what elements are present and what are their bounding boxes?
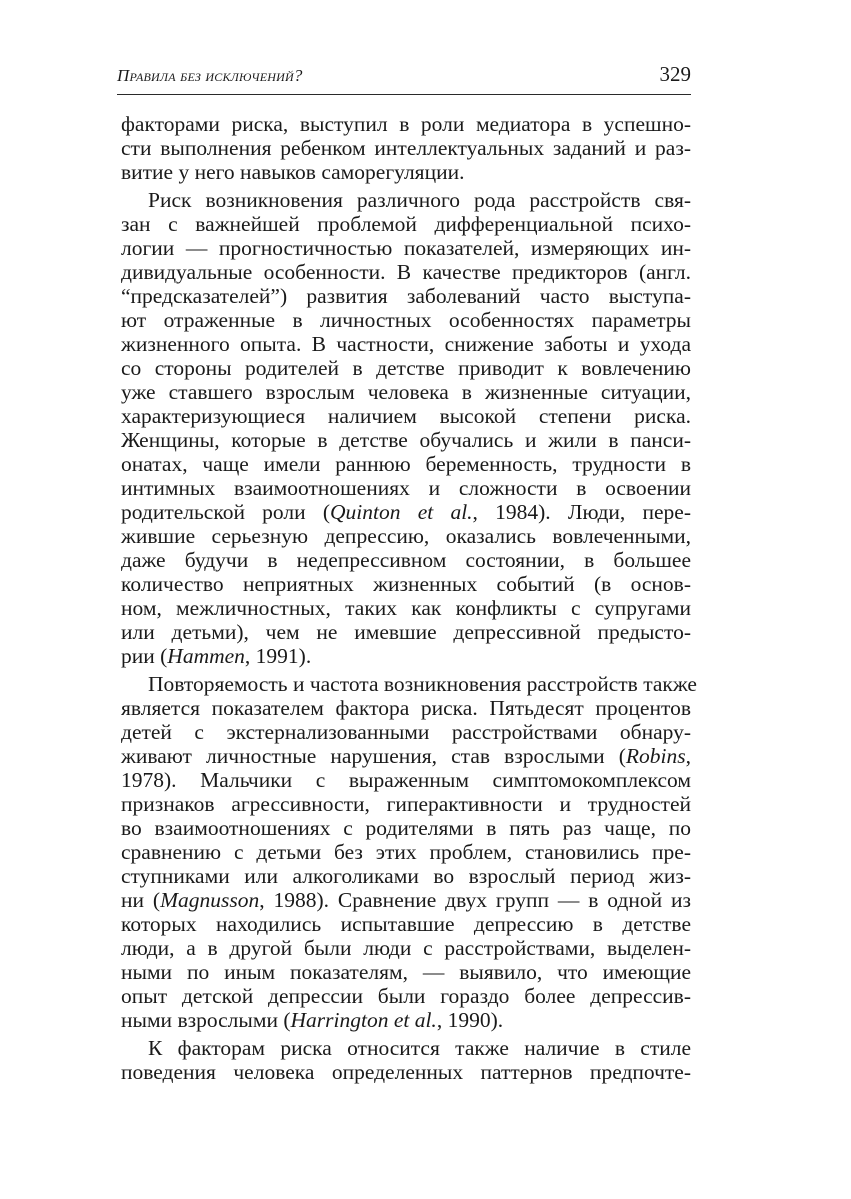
text-line: характеризующиеся наличием высокой степени риска. — [121, 404, 691, 428]
citation-author: Robins — [625, 744, 686, 768]
text-line: ными по иным показателям, — выявило, что имеющие — [121, 960, 691, 984]
text-line: сти выполнения ребенком интеллектуальных заданий и раз- — [121, 136, 691, 160]
citation-author: Hammen — [167, 644, 245, 668]
text-line: ступниками или алкоголиками во взрослый период жиз- — [121, 864, 691, 888]
text-line: 1978). Мальчики с выраженным симптомокомплексом — [121, 768, 691, 792]
text-line: родительской роли (Quinton et al., 1984). Люди, пере- — [121, 500, 691, 524]
citation-author: Magnusson — [160, 888, 260, 912]
text-line: ном, межличностных, таких как конфликты с супругами — [121, 596, 691, 620]
text-line: опыт детской депрессии были гораздо более депрессив- — [121, 984, 691, 1008]
text-line: количество неприятных жизненных событий (в основ- — [121, 572, 691, 596]
text-line: ными взрослыми (Harrington et al., 1990). — [121, 1008, 504, 1032]
text-line: интимных взаимоотношениях и сложности в освоении — [121, 476, 691, 500]
text-line: которых находились испытавшие депрессию в детстве — [121, 912, 691, 936]
running-title: Правила без исключений? — [117, 66, 303, 85]
paragraph — [121, 1036, 691, 1084]
text-line: онатах, чаще имели раннюю беременность, трудности в — [121, 452, 691, 476]
text-line: во взаимоотношениях с родителями в пять раз чаще, по — [121, 816, 691, 840]
text-line: люди, а в другой были люди с расстройствами, выделен- — [121, 936, 691, 960]
text-line: “предсказателей”) развития заболеваний часто выступа- — [121, 284, 691, 308]
text-line: даже будучи в недепрессивном состоянии, в большее — [121, 548, 691, 572]
text-line: ют отраженные в личностных особенностях параметры — [121, 308, 691, 332]
text-line: К факторам риска относится также наличие в стиле — [148, 1036, 691, 1060]
text-line: уже ставшего взрослым человека в жизненные ситуации, — [121, 380, 691, 404]
paragraph — [121, 112, 691, 184]
text-line: Повторяемость и частота возникновения расстройств также — [148, 672, 697, 696]
page-number: 329 — [659, 62, 691, 86]
citation-author: Harrington et al. — [290, 1008, 437, 1032]
text-line: признаков агрессивности, гиперактивности и трудностей — [121, 792, 691, 816]
text-line: рии (Hammen, 1991). — [121, 644, 312, 668]
text-line: Риск возникновения различного рода расстройств свя- — [148, 188, 691, 212]
text-line: детей с экстернализованными расстройствами обнару- — [121, 720, 691, 744]
text-line: или детьми), чем не имевшие депрессивной предысто- — [121, 620, 691, 644]
text-line: Женщины, которые в детстве обучались и жили в панси- — [121, 428, 691, 452]
text-line: сравнению с детьми без этих проблем, становились пре- — [121, 840, 691, 864]
text-line: живают личностные нарушения, став взрослыми (Robins, — [121, 744, 691, 768]
paragraph — [121, 672, 697, 1032]
text-line: ни (Magnusson, 1988). Сравнение двух групп — в одной из — [121, 888, 691, 912]
running-header — [117, 64, 691, 95]
text-line: дивидуальные особенности. В качестве предикторов (англ. — [121, 260, 691, 284]
text-line: жившие серьезную депрессию, оказались вовлеченными, — [121, 524, 691, 548]
text-line: жизненного опыта. В частности, снижение заботы и ухода — [121, 332, 691, 356]
body-text — [121, 112, 697, 1084]
text-line: витие у него навыков саморегуляции. — [121, 160, 465, 184]
citation-author: Quinton et al. — [330, 500, 473, 524]
text-line: со стороны родителей в детстве приводит к вовлечению — [121, 356, 691, 380]
text-line: логии — прогностичностью показателей, измеряющих ин- — [121, 236, 691, 260]
text-line: зан с важнейшей проблемой дифференциальной психо- — [121, 212, 691, 236]
text-line: является показателем фактора риска. Пятьдесят процентов — [121, 696, 691, 720]
text-line: факторами риска, выступил в роли медиатора в успешно- — [121, 112, 691, 136]
text-line: поведения человека определенных паттернов предпочте- — [121, 1060, 691, 1084]
paragraph — [121, 188, 691, 668]
